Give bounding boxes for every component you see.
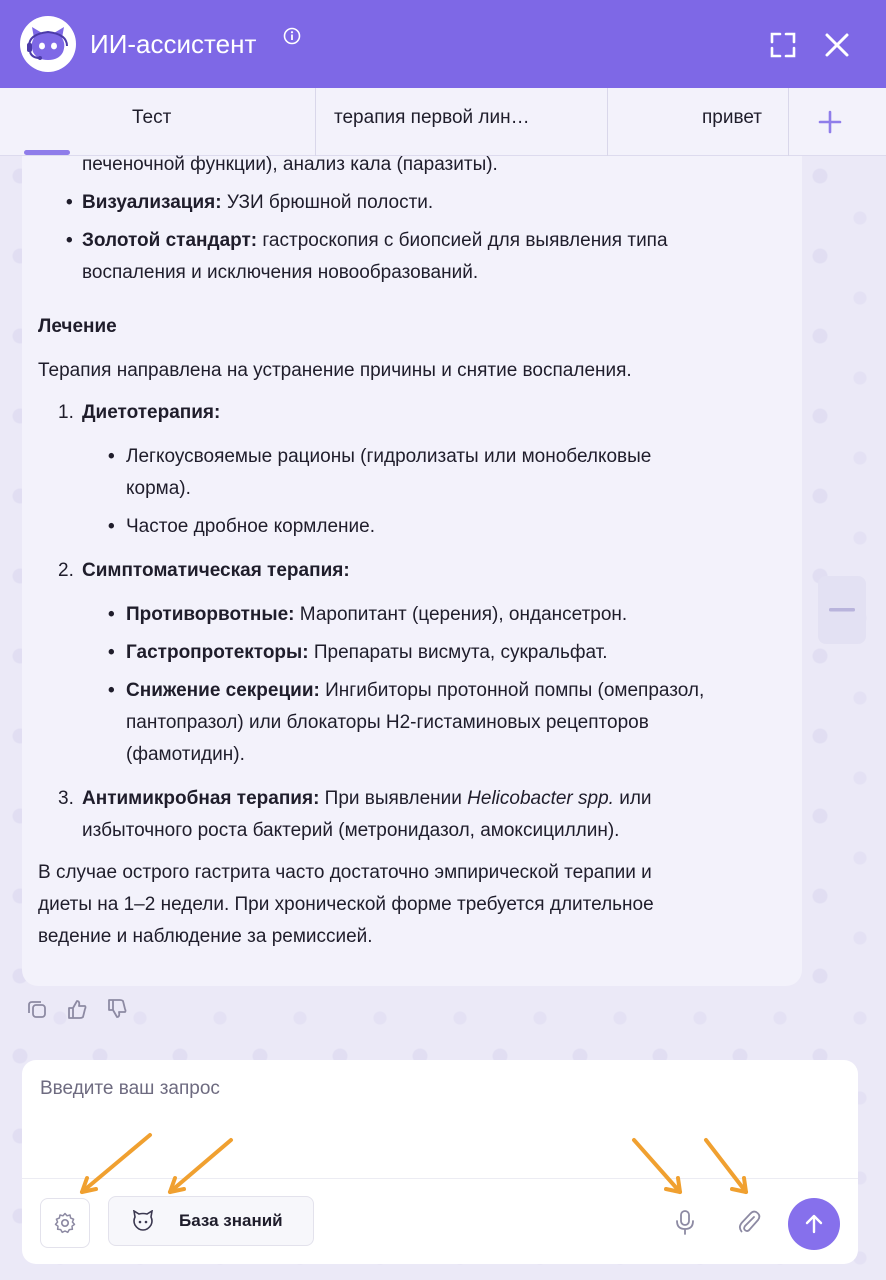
paperclip-icon[interactable] bbox=[736, 1208, 762, 1236]
bullet: • bbox=[108, 680, 115, 701]
bullet-text: пантопразол) или блокаторы Н2-гистаминовых рецепторов bbox=[126, 712, 649, 733]
knowledge-base-label: База знаний bbox=[179, 1211, 283, 1230]
paragraph-line: В случае острого гастрита часто достаточно эмпирической терапии и bbox=[38, 862, 652, 883]
bullet-text: гастроскопия с биопсией для выявления типа bbox=[257, 230, 668, 251]
bullet: • bbox=[66, 230, 73, 251]
bullet-text: Маропитант (церения), ондансетрон. bbox=[294, 604, 628, 625]
send-button[interactable] bbox=[788, 1198, 840, 1250]
list-item bbox=[38, 783, 798, 847]
assistant-logo bbox=[20, 16, 76, 72]
list-item bbox=[38, 149, 798, 181]
expand-icon[interactable] bbox=[768, 30, 798, 60]
list-item bbox=[38, 225, 798, 289]
tab-divider bbox=[788, 88, 789, 156]
bullet-text: УЗИ брюшной полости. bbox=[221, 192, 434, 213]
list-number: 3. bbox=[58, 788, 74, 809]
bullet-text: Препараты висмута, сукральфат. bbox=[308, 642, 608, 663]
close-icon[interactable] bbox=[822, 30, 852, 60]
bullet-text: Частое дробное кормление. bbox=[126, 516, 375, 537]
tab-divider bbox=[315, 88, 316, 156]
message-content bbox=[38, 149, 798, 953]
bullet-title: Гастропротекторы: bbox=[126, 642, 309, 663]
chat-tabs bbox=[0, 88, 886, 156]
bullet-text: Ингибиторы протонной помпы (омепразол, bbox=[319, 680, 705, 701]
input-panel bbox=[22, 1060, 858, 1264]
list-number: 1. bbox=[58, 402, 74, 423]
bullet-title: Противорвотные: bbox=[126, 604, 295, 625]
bullet-text: Легкоусвояемые рационы (гидролизаты или монобелковые bbox=[126, 446, 652, 467]
paragraph-line: диеты на 1–2 недели. При хронической форме требуется длительное bbox=[38, 894, 654, 915]
paragraph bbox=[38, 857, 798, 953]
knowledge-base-button[interactable] bbox=[108, 1196, 314, 1246]
list-item bbox=[38, 441, 798, 505]
list-item bbox=[38, 187, 798, 219]
copy-icon[interactable] bbox=[26, 998, 48, 1020]
list-title: Антимикробная терапия: bbox=[82, 788, 320, 809]
list-text: При выявлении bbox=[319, 788, 468, 809]
list-item bbox=[38, 397, 798, 429]
cat-headset-icon bbox=[26, 24, 70, 64]
bullet-text: воспаления и исключения новообразований. bbox=[82, 262, 479, 283]
info-icon[interactable] bbox=[283, 27, 301, 45]
bullet-title: Визуализация: bbox=[82, 192, 222, 213]
bullet-title: Снижение секреции: bbox=[126, 680, 320, 701]
plus-icon bbox=[818, 110, 842, 134]
list-italic: Helicobacter spp. bbox=[467, 788, 614, 809]
app-header bbox=[0, 0, 886, 88]
tab-hello[interactable]: привет bbox=[702, 107, 762, 128]
section-heading: Лечение bbox=[38, 316, 117, 337]
thumbs-down-icon[interactable] bbox=[106, 998, 128, 1020]
list-item bbox=[38, 555, 798, 587]
list-number: 2. bbox=[58, 560, 74, 581]
tab-divider bbox=[607, 88, 608, 156]
bullet: • bbox=[108, 516, 115, 537]
bullet: • bbox=[108, 446, 115, 467]
collapse-side-button[interactable] bbox=[818, 576, 866, 644]
bullet: • bbox=[108, 642, 115, 663]
add-tab-button[interactable] bbox=[808, 102, 852, 142]
list-title: Симптоматическая терапия: bbox=[82, 560, 350, 581]
bullet: • bbox=[108, 604, 115, 625]
settings-button[interactable] bbox=[40, 1198, 90, 1248]
list-text: или bbox=[613, 788, 652, 809]
tab-therapy[interactable]: терапия первой лин… bbox=[334, 107, 530, 128]
query-input[interactable] bbox=[40, 1078, 840, 1168]
bullet-text: корма). bbox=[126, 478, 191, 499]
list-item bbox=[38, 511, 798, 543]
input-divider bbox=[22, 1178, 858, 1179]
bullet-title: Золотой стандарт: bbox=[82, 230, 258, 251]
list-text: избыточного роста бактерий (метронидазол, амоксициллин). bbox=[82, 820, 620, 841]
app-title: ИИ-ассистент bbox=[90, 29, 257, 59]
thumbs-up-icon[interactable] bbox=[66, 998, 88, 1020]
list-item bbox=[38, 599, 798, 631]
gear-icon bbox=[53, 1211, 77, 1235]
minus-icon bbox=[829, 607, 855, 613]
list-item bbox=[38, 637, 798, 669]
list-title: Диетотерапия: bbox=[82, 402, 221, 423]
paragraph-line: ведение и наблюдение за ремиссией. bbox=[38, 926, 373, 947]
microphone-icon[interactable] bbox=[672, 1208, 698, 1236]
list-item bbox=[38, 675, 798, 771]
tab-test[interactable]: Тест bbox=[132, 107, 172, 128]
assistant-message bbox=[22, 156, 802, 986]
top-fragment: печеночной функции), анализ кала (паразиты). bbox=[82, 154, 498, 175]
bullet: • bbox=[66, 192, 73, 213]
arrow-up-icon bbox=[803, 1213, 825, 1235]
cat-icon bbox=[129, 1210, 157, 1232]
bullet-text: (фамотидин). bbox=[126, 744, 245, 765]
paragraph: Терапия направлена на устранение причины и снятие воспаления. bbox=[38, 360, 632, 381]
